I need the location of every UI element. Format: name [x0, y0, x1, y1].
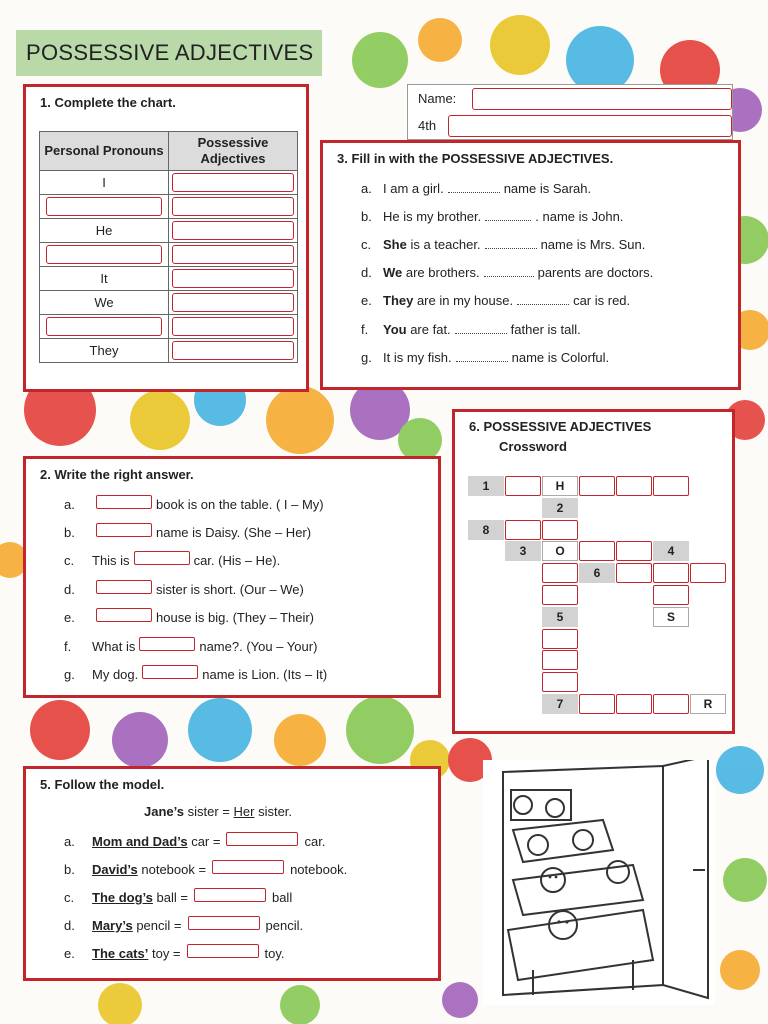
classroom-drawing	[483, 760, 715, 1005]
adjective-cell	[169, 171, 298, 195]
model-sentence	[144, 804, 292, 819]
item-text-before: are in my house.	[413, 293, 514, 308]
crossword-answer-cell[interactable]	[616, 541, 652, 561]
answer-item	[64, 665, 327, 682]
answer-blank[interactable]	[188, 916, 260, 930]
item-subject: They	[383, 293, 414, 308]
item-letter: d.	[64, 918, 75, 933]
answer-blank[interactable]	[485, 208, 531, 221]
answer-blank[interactable]	[456, 349, 508, 362]
student-info	[407, 84, 733, 140]
answer-blank[interactable]	[448, 180, 500, 193]
crossword-answer-cell[interactable]	[542, 650, 578, 670]
fill-in-item	[361, 264, 653, 280]
crossword-clue-cell: 7	[542, 694, 578, 714]
adjective-cell	[169, 195, 298, 219]
item-letter: e.	[64, 610, 75, 625]
chart-row	[40, 339, 298, 363]
adjective-cell	[169, 219, 298, 243]
section6-heading: 6. POSSESSIVE ADJECTIVES	[469, 419, 652, 434]
answer-blank[interactable]	[96, 523, 152, 537]
item-text-before: are brothers.	[402, 265, 480, 280]
fill-in-item	[361, 321, 581, 337]
section-crossword	[452, 409, 735, 734]
answer-blank[interactable]	[517, 292, 569, 305]
crossword-clue-cell: R	[690, 694, 726, 714]
item-subject: We	[383, 265, 403, 280]
item-noun: ball =	[152, 890, 188, 905]
pronoun-chart	[39, 131, 298, 363]
grade-label: 4th	[418, 118, 437, 133]
item-owner: The cats’	[92, 946, 149, 961]
item-subject: You	[383, 322, 407, 337]
answer-blank[interactable]	[96, 608, 152, 622]
answer-blank[interactable]	[226, 832, 298, 846]
crossword-answer-cell[interactable]	[579, 694, 615, 714]
crossword-answer-cell[interactable]	[542, 629, 578, 649]
crossword-clue-cell: 6	[579, 563, 615, 583]
crossword-answer-cell[interactable]	[690, 563, 726, 583]
chart-row	[40, 195, 298, 219]
pronoun-input[interactable]	[46, 317, 162, 336]
model-item	[64, 944, 285, 961]
pronoun-cell	[40, 171, 169, 195]
pronoun-input[interactable]	[46, 197, 162, 216]
adjective-cell	[169, 339, 298, 363]
answer-item	[64, 523, 311, 540]
chart-row	[40, 219, 298, 243]
chart-row	[40, 315, 298, 339]
classroom-door-illustration	[483, 760, 715, 1005]
crossword-clue-cell: 8	[468, 520, 504, 540]
crossword-answer-cell[interactable]	[616, 476, 652, 496]
crossword-clue-cell: 4	[653, 541, 689, 561]
item-text-after: car.	[304, 834, 326, 849]
pronoun-cell	[40, 219, 169, 243]
chart-header-personal-pronouns: Personal Pronouns	[40, 132, 169, 171]
section1-heading: 1. Complete the chart.	[40, 95, 176, 110]
answer-item	[64, 495, 324, 512]
item-letter: c.	[64, 553, 75, 568]
crossword-clue-cell: H	[542, 476, 578, 496]
adjective-input[interactable]	[172, 341, 294, 360]
section5-heading: 5. Follow the model.	[40, 777, 165, 792]
name-label: Name:	[418, 91, 457, 106]
item-letter: a.	[64, 497, 75, 512]
adjective-cell	[169, 315, 298, 339]
item-text-before: I am a girl.	[383, 181, 444, 196]
section-follow-model	[23, 766, 441, 981]
chart-row	[40, 171, 298, 195]
item-noun: pencil =	[132, 918, 182, 933]
answer-item	[64, 580, 304, 597]
crossword-answer-cell[interactable]	[505, 476, 541, 496]
pronoun-cell	[40, 339, 169, 363]
fill-in-item	[361, 349, 609, 365]
crossword-answer-cell[interactable]	[542, 563, 578, 583]
item-text-before: is a teacher.	[406, 237, 481, 252]
item-letter: c.	[64, 890, 75, 905]
item-text-after: car. (His – He).	[193, 553, 281, 568]
pronoun-text: It	[100, 271, 108, 286]
item-letter: a.	[64, 834, 75, 849]
answer-blank[interactable]	[212, 860, 284, 874]
chart-header-possessive-adjectives: Possessive Adjectives	[169, 132, 298, 171]
crossword-clue-cell: 5	[542, 607, 578, 627]
pronoun-text: He	[95, 223, 113, 238]
page-title: POSSESSIVE ADJECTIVES	[16, 30, 322, 76]
item-text-before: What is	[92, 639, 136, 654]
item-text-after: toy.	[264, 946, 285, 961]
adjective-input[interactable]	[172, 245, 294, 264]
item-letter: f.	[64, 639, 72, 654]
answer-blank[interactable]	[484, 264, 534, 277]
adjective-input[interactable]	[172, 173, 294, 192]
model-item	[64, 832, 325, 849]
item-owner: The dog’s	[92, 890, 153, 905]
fill-in-item	[361, 236, 645, 252]
item-text-after: . name is John.	[535, 209, 624, 224]
chart-row	[40, 243, 298, 267]
crossword-clue-cell: 3	[505, 541, 541, 561]
name-field[interactable]	[472, 88, 732, 110]
crossword-answer-cell[interactable]	[542, 585, 578, 605]
item-text-before: This is	[92, 553, 130, 568]
crossword-answer-cell[interactable]	[542, 520, 578, 540]
item-letter: g.	[64, 667, 75, 682]
item-text-after: ball	[271, 890, 293, 905]
answer-item	[64, 551, 280, 568]
item-letter: g.	[361, 350, 372, 365]
answer-blank[interactable]	[96, 580, 152, 594]
pronoun-cell	[40, 291, 169, 315]
crossword-clue-cell: 1	[468, 476, 504, 496]
item-text-after: notebook.	[290, 862, 348, 877]
item-text-after: house is big. (They – Their)	[156, 610, 314, 625]
grade-field[interactable]	[448, 115, 732, 137]
fill-in-item	[361, 292, 630, 308]
item-noun: toy =	[148, 946, 181, 961]
adjective-cell	[169, 243, 298, 267]
item-text-after: car is red.	[573, 293, 631, 308]
chart-row	[40, 291, 298, 315]
section2-heading: 2. Write the right answer.	[40, 467, 194, 482]
section-fill-in	[320, 140, 741, 390]
model-answer: Her	[233, 804, 255, 819]
fill-in-item	[361, 180, 591, 196]
pronoun-cell	[40, 267, 169, 291]
answer-item	[64, 608, 314, 625]
model-item	[64, 888, 292, 905]
section-right-answer	[23, 456, 441, 698]
crossword-clue-cell: O	[542, 541, 578, 561]
adjective-input[interactable]	[172, 317, 294, 336]
item-letter: b.	[64, 862, 75, 877]
item-text-before: My dog.	[92, 667, 139, 682]
item-letter: e.	[361, 293, 372, 308]
item-owner: David’s	[92, 862, 138, 877]
item-letter: c.	[361, 237, 372, 252]
crossword-answer-cell[interactable]	[653, 694, 689, 714]
item-letter: d.	[64, 582, 75, 597]
item-text-after: parents are doctors.	[537, 265, 654, 280]
chart-row	[40, 267, 298, 291]
model-noun: sister =	[184, 804, 234, 819]
item-letter: a.	[361, 181, 372, 196]
crossword-answer-cell[interactable]	[616, 563, 652, 583]
crossword-answer-cell[interactable]	[542, 672, 578, 692]
item-letter: e.	[64, 946, 75, 961]
pronoun-input[interactable]	[46, 245, 162, 264]
crossword-clue-cell: S	[653, 607, 689, 627]
item-text-before: It is my fish.	[383, 350, 452, 365]
crossword-clue-cell: 2	[542, 498, 578, 518]
item-text-after: name is Mrs. Sun.	[540, 237, 646, 252]
model-item	[64, 916, 303, 933]
adjective-input[interactable]	[172, 269, 294, 288]
adjective-input[interactable]	[172, 221, 294, 240]
adjective-input[interactable]	[172, 197, 294, 216]
item-text-before: are fat.	[406, 322, 451, 337]
answer-blank[interactable]	[194, 888, 266, 902]
adjective-cell	[169, 267, 298, 291]
item-text-after: book is on the table. ( I – My)	[156, 497, 324, 512]
item-text-after: sister is short. (Our – We)	[156, 582, 304, 597]
crossword-answer-cell[interactable]	[579, 541, 615, 561]
answer-blank[interactable]	[142, 665, 198, 679]
answer-blank[interactable]	[455, 321, 507, 334]
model-owner: Jane’s	[144, 804, 184, 819]
adjective-cell	[169, 291, 298, 315]
item-noun: car =	[187, 834, 221, 849]
item-owner: Mom and Dad’s	[92, 834, 188, 849]
answer-blank[interactable]	[187, 944, 259, 958]
item-subject: She	[383, 237, 407, 252]
answer-blank[interactable]	[139, 637, 195, 651]
pronoun-cell	[40, 315, 169, 339]
item-letter: f.	[361, 322, 369, 337]
item-text-after: name is Lion. (Its – It)	[202, 667, 328, 682]
item-text-after: name?. (You – Your)	[199, 639, 318, 654]
answer-blank[interactable]	[134, 551, 190, 565]
item-noun: notebook =	[137, 862, 207, 877]
answer-item	[64, 637, 317, 654]
answer-blank[interactable]	[485, 236, 537, 249]
item-text-after: name is Sarah.	[503, 181, 592, 196]
item-owner: Mary’s	[92, 918, 133, 933]
item-letter: b.	[361, 209, 372, 224]
section-complete-chart	[23, 84, 309, 392]
crossword-answer-cell[interactable]	[653, 476, 689, 496]
crossword-answer-cell[interactable]	[616, 694, 652, 714]
crossword-answer-cell[interactable]	[505, 520, 541, 540]
section6-subheading: Crossword	[499, 439, 567, 454]
item-text-after: father is tall.	[510, 322, 581, 337]
model-end: sister.	[254, 804, 293, 819]
crossword-answer-cell[interactable]	[653, 563, 689, 583]
pronoun-text: I	[102, 175, 106, 190]
crossword-answer-cell[interactable]	[579, 476, 615, 496]
answer-blank[interactable]	[96, 495, 152, 509]
pronoun-text: We	[94, 295, 114, 310]
pronoun-cell	[40, 195, 169, 219]
adjective-input[interactable]	[172, 293, 294, 312]
section3-heading: 3. Fill in with the POSSESSIVE ADJECTIVES.	[337, 151, 614, 166]
crossword-answer-cell[interactable]	[653, 585, 689, 605]
item-text-before: He is my brother.	[383, 209, 482, 224]
pronoun-text: They	[89, 343, 119, 358]
model-item	[64, 860, 347, 877]
fill-in-item	[361, 208, 623, 224]
item-text-after: name is Colorful.	[511, 350, 610, 365]
item-letter: b.	[64, 525, 75, 540]
item-text-after: name is Daisy. (She – Her)	[156, 525, 312, 540]
pronoun-cell	[40, 243, 169, 267]
item-letter: d.	[361, 265, 372, 280]
item-text-after: pencil.	[265, 918, 304, 933]
